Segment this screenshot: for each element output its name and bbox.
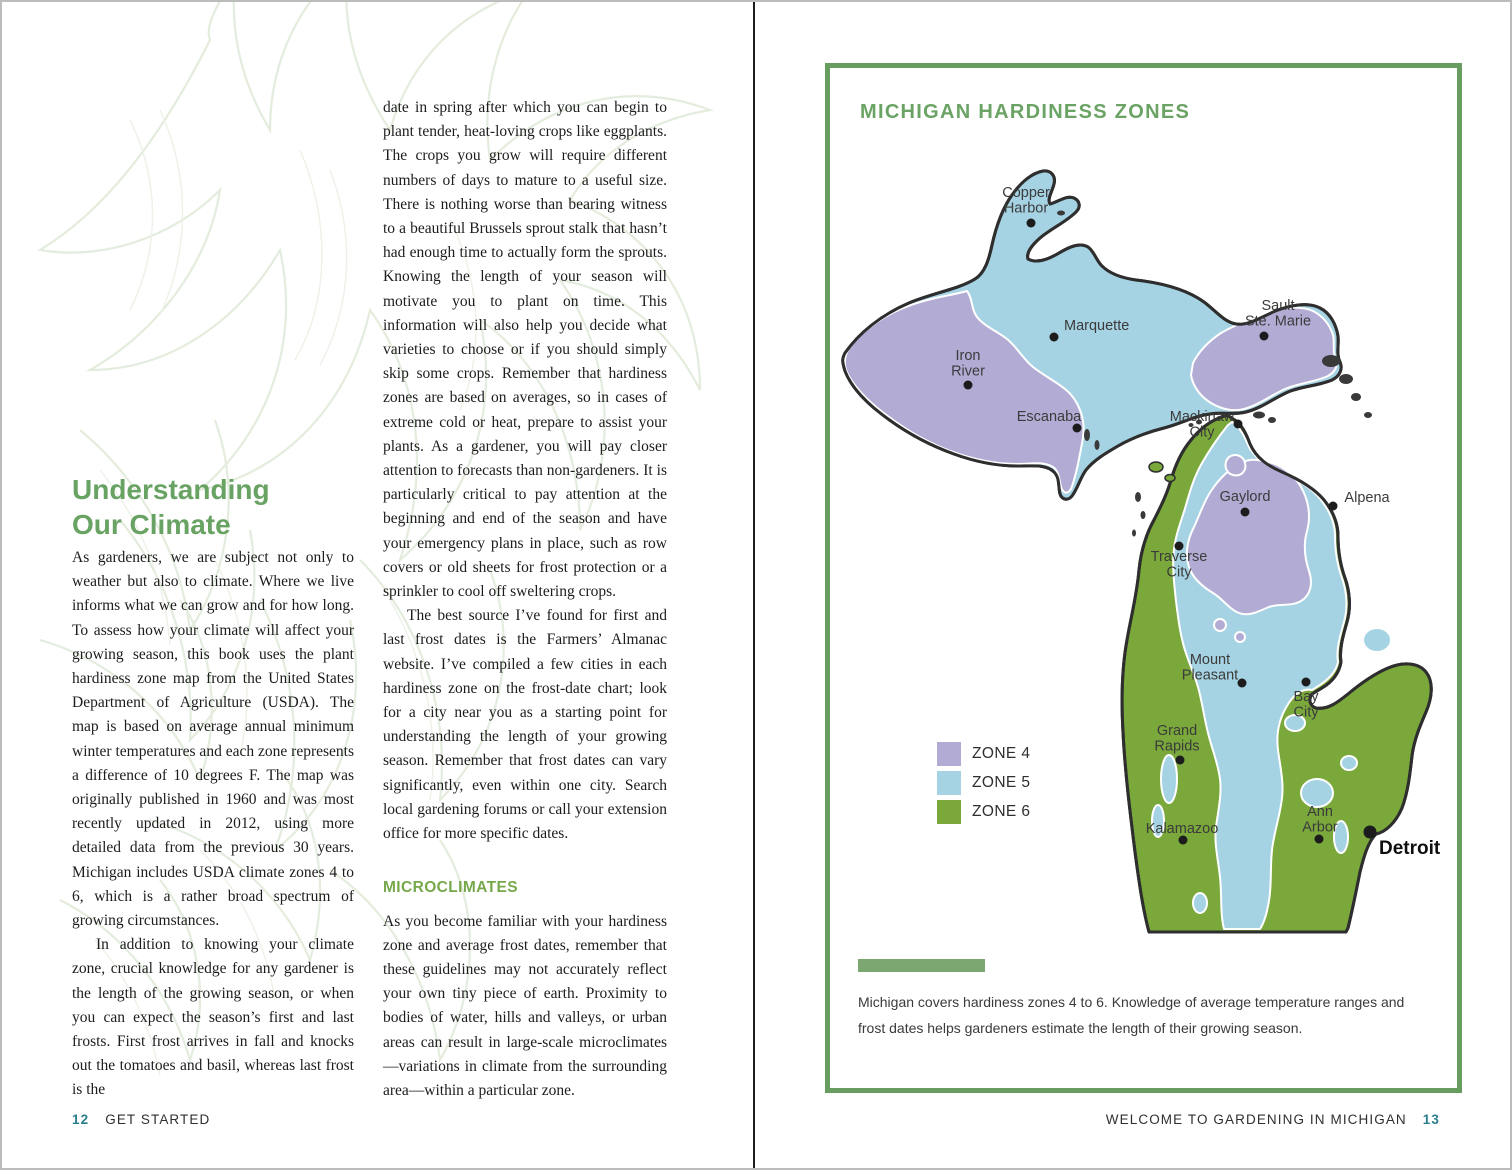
city-label-kalamazoo: Kalamazoo [1145,821,1219,837]
city-label-escanaba: Escanaba [1016,409,1082,425]
zone4-label: ZONE 4 [972,745,1031,762]
zone4-swatch [937,742,961,766]
city-label-gaylord: Gaylord [1219,489,1271,505]
city-dot-gaylord [1241,508,1250,517]
city-dot-ann-arbor [1315,835,1324,844]
city-dot-grand-rapids [1176,756,1185,765]
city-label-traverse-city: Traverse City [1150,549,1208,581]
city-label-sault-ste-marie: Sault Ste. Marie [1244,298,1312,330]
city-label-ann-arbor: Ann Arbor [1302,804,1338,836]
body-paragraph: The best source I’ve found for first and last frost dates is the Farmers’ Almanac website. I’ve compiled a few cities in each hardiness zone on the frost-date chart; look for a city near you as a starting point for understanding the length of your growing season. Remember that frost dates can vary significantly, even within one city. Search local gardening forums or call your extension office for more specific dates. [383,607,667,843]
right-page-number: 13 [1422,1112,1440,1127]
figure-caption: Michigan covers hardiness zones 4 to 6. Knowledge of average temperature ranges and frost dates helps gardeners estimate the length of their growing season. [858,994,1405,1036]
figure-title: MICHIGAN HARDINESS ZONES [860,101,1191,123]
map-legend [937,742,1030,829]
city-dot-marquette [1050,333,1059,342]
zone6-swatch [937,800,961,824]
body-paragraph: In addition to knowing your climate zone, crucial knowledge for any gardener is the length of the growing season, or when you can expect the season’s first and last frosts. First frost arrives in fall and knocks out the tomatoes and basil, whereas last frost is the [72,936,354,1099]
text-column-1 [72,546,354,1103]
heading-line-2: Our Climate [72,509,231,540]
city-dot-bay-city [1302,678,1311,687]
hardiness-map-figure [825,63,1462,1093]
city-label-detroit: Detroit [1379,838,1441,859]
city-label-grand-rapids: Grand Rapids [1154,723,1200,755]
city-dot-sault-ste-marie [1260,332,1269,341]
city-dot-mackinaw-city [1234,420,1243,429]
right-page-footer [1106,1112,1440,1127]
left-page-number: 12 [72,1112,90,1127]
city-label-marquette: Marquette [1064,318,1130,334]
caption-accent-bar [858,959,985,972]
heading-line-1: Understanding [72,474,270,505]
city-dot-alpena [1329,502,1338,511]
legend-row-zone4 [937,742,1030,766]
left-page-footer [72,1112,210,1127]
city-label-mackinaw-city: Mackinaw City [1169,409,1235,441]
city-label-alpena: Alpena [1344,490,1390,506]
page-divider [753,0,755,1170]
zone5-swatch [937,771,961,795]
legend-row-zone5 [937,771,1030,795]
text-column-2 [383,96,667,1103]
legend-row-zone6 [937,800,1030,824]
body-paragraph: date in spring after which you can begin to plant tender, heat-loving crops like eggplants. The crops you grow will require different numbers of days to mature to a useful size. There is nothing worse than bearing witness to a beautiful Brussels sprout stalk that hasn’t had enough time to actually form the sprouts. Knowing the length of your season will motivate you to plant on time. This information will also help you decide what varieties to choose or if you should simply skip some crops. Remember that hardiness zones are based on averages, so in cases of extreme cold or heat, prepare to assist your plants. As a gardener, you will pay closer attention to forecasts than non-gardeners. It is particularly critical to pay attention at the beginning and end of the season and have your emergency plans in place, such as row covers or old sheets for frost protection or a sprinkler to cool off sweltering crops. [383,99,667,601]
city-dot-mount-pleasant [1238,679,1247,688]
city-label-bay-city: Bay City [1293,689,1319,721]
michigan-map [825,63,1462,1093]
city-label-iron-river: Iron River [951,348,985,380]
section-heading [72,472,270,542]
city-dot-detroit [1364,826,1377,839]
zone6-label: ZONE 6 [972,803,1031,820]
microclimates-subhead: MICROCLIMATES [383,879,518,897]
city-dot-copper-harbor [1027,219,1036,228]
city-dot-iron-river [964,381,973,390]
body-paragraph: As gardeners, we are subject not only to weather but also to climate. Where we live informs what we can grow and for how long. To assess how your climate will affect your growing season, this book uses the plant hardiness zone map from the United States Department of Agriculture (USDA). The map is based on average annual minimum winter temperatures and each zone represents a difference of 10 degrees F. The map was originally published in 1960 and was most recently updated in 2012, using more detailed data from the previous 30 years. Michigan includes USDA climate zones 4 to 6, which is a rather broad spectrum of growing circumstances. [72,549,354,930]
city-label-mount-pleasant: Mount Pleasant [1181,652,1239,684]
right-footer-section: WELCOME TO GARDENING IN MICHIGAN [1105,1112,1407,1127]
left-footer-section: GET STARTED [105,1112,211,1127]
body-paragraph: As you become familiar with your hardiness zone and average frost dates, remember that these guidelines may not accurately reflect your own tiny piece of earth. Proximity to bodies of water, hills and valleys, or urban areas can result in large-scale microclimates—variations in climate from the surrounding area—within a particular zone. [383,912,667,1099]
zone5-label: ZONE 5 [972,774,1031,791]
city-label-copper-harbor: Copper Harbor [1002,185,1050,217]
